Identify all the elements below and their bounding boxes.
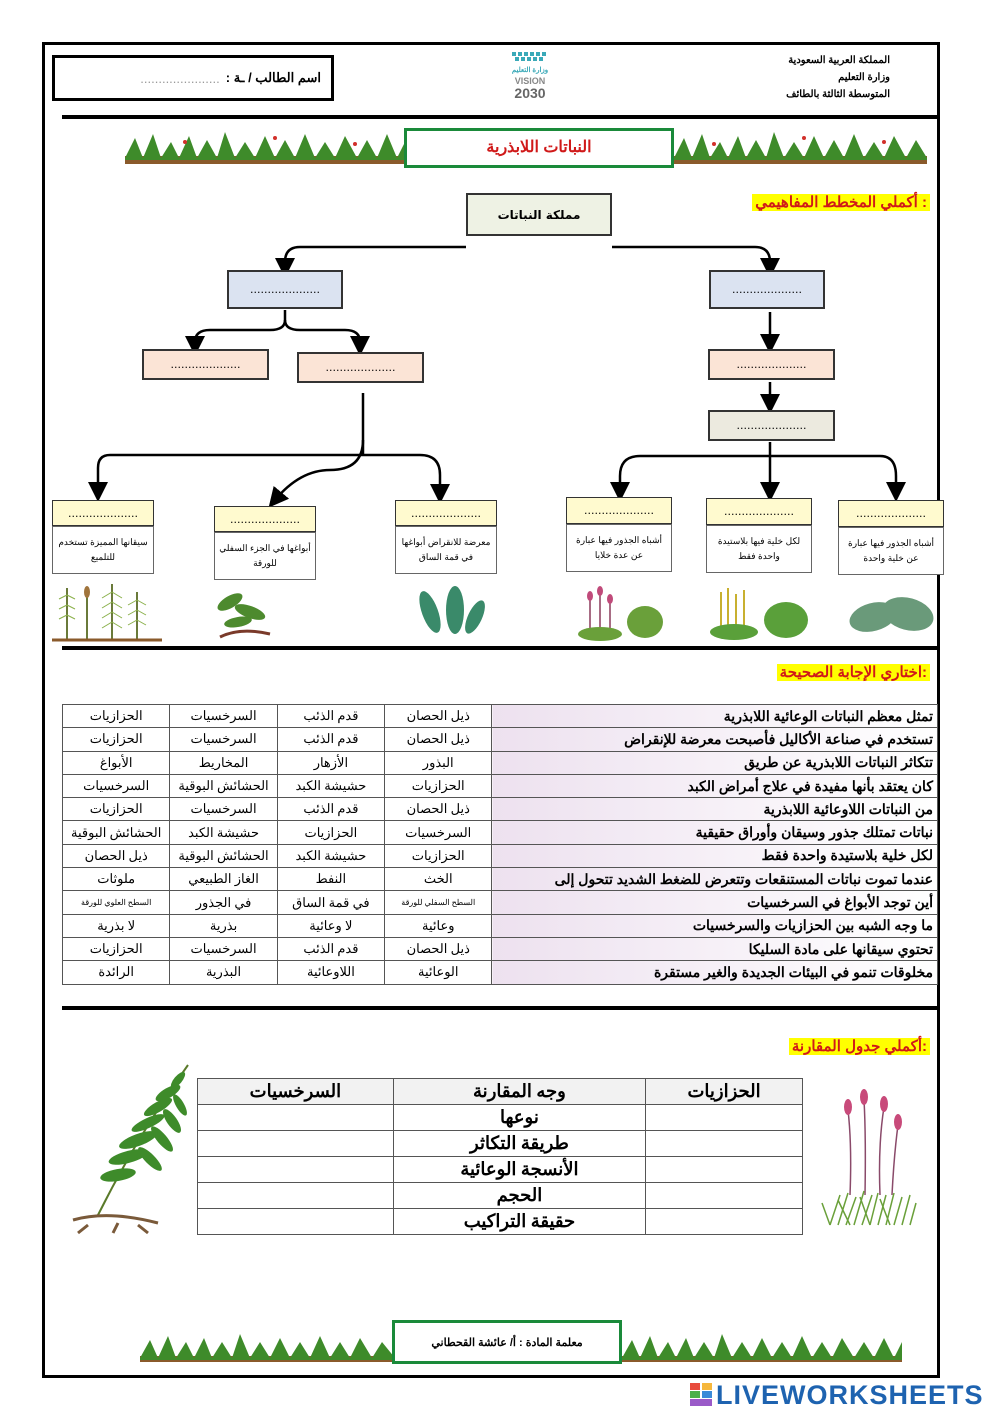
mcq-option[interactable]: قدم الذئب <box>277 798 384 821</box>
mcq-option[interactable]: قدم الذئب <box>277 705 384 728</box>
mcq-row <box>63 705 938 728</box>
mcq-option[interactable]: الحزازيات <box>63 937 170 960</box>
concept-root: مملكة النباتات <box>466 193 612 236</box>
concept-blank-right-a[interactable]: .................... <box>708 349 835 380</box>
comparison-row <box>198 1157 803 1183</box>
leaf-desc-1: سيقانها المميزة تستخدم للتلميع <box>52 526 154 574</box>
mcq-option[interactable]: الحزازيات <box>385 774 492 797</box>
comparison-instruction: أكملي جدول المقارنة: <box>789 1036 930 1055</box>
mcq-question: تحتوي سيقانها على مادة السليكا <box>492 937 938 960</box>
leaf-desc-5: لكل خلية فيها بلاستيدة واحدة فقط <box>706 525 812 573</box>
comparison-row <box>198 1209 803 1235</box>
comparison-answer-ferns[interactable] <box>198 1209 394 1235</box>
mcq-question: عندما تموت نباتات المستنقعات وتتعرض للضغط الشديد تتحول إلى <box>492 868 938 891</box>
mcq-option[interactable]: ذيل الحصان <box>385 798 492 821</box>
mcq-row <box>63 868 938 891</box>
footer-grass-right <box>622 1332 902 1364</box>
mcq-option[interactable]: في قمة الساق <box>277 891 384 914</box>
divider-bottom <box>62 1006 937 1010</box>
mcq-option[interactable]: الرائدة <box>63 961 170 984</box>
comparison-answer-mosses[interactable] <box>646 1131 803 1157</box>
mcq-option[interactable]: حشيشة الكبد <box>277 774 384 797</box>
mcq-row <box>63 961 938 984</box>
ministry-logo <box>490 50 570 102</box>
mcq-question: من النباتات اللاوعائية اللابذرية <box>492 798 938 821</box>
comparison-answer-mosses[interactable] <box>646 1157 803 1183</box>
mcq-option[interactable]: السطح السفلي للورقة <box>385 891 492 914</box>
mcq-question: تمثل معظم النباتات الوعائية اللابذرية <box>492 705 938 728</box>
footer-grass-left <box>140 1332 395 1364</box>
mcq-option[interactable]: قدم الذئب <box>277 728 384 751</box>
comparison-answer-mosses[interactable] <box>646 1209 803 1235</box>
mcq-option[interactable]: الحشائش البوقية <box>63 821 170 844</box>
svg-text:VISION: VISION <box>514 76 546 86</box>
mcq-option[interactable]: لا وعائية <box>277 914 384 937</box>
svg-text:وزارة التعليم: وزارة التعليم <box>511 67 549 74</box>
mcq-option[interactable]: الأزهار <box>277 751 384 774</box>
comparison-row <box>198 1131 803 1157</box>
mcq-row <box>63 798 938 821</box>
comparison-row <box>198 1105 803 1131</box>
mcq-option[interactable]: حشيشة الكبد <box>277 844 384 867</box>
mcq-row <box>63 891 938 914</box>
mcq-option[interactable]: الحزازيات <box>63 728 170 751</box>
mcq-instruction: اختاري الإجابة الصحيحة: <box>777 662 930 681</box>
concept-blank-right-b[interactable]: .................... <box>708 410 835 441</box>
mcq-option[interactable]: قدم الذئب <box>277 937 384 960</box>
mcq-option[interactable]: الحزازيات <box>385 844 492 867</box>
student-name-dots: ...................... <box>140 70 220 86</box>
mcq-question: نباتات تمتلك جذور وسيقان وأوراق حقيقية <box>492 821 938 844</box>
mcq-question: مخلوقات تنمو في البيئات الجديدة والغير مستقرة <box>492 961 938 984</box>
horsetail-plant-image <box>52 580 162 642</box>
hornwort-plant-image <box>706 582 816 642</box>
mcq-option[interactable]: ذيل الحصان <box>385 728 492 751</box>
comparison-criterion: نوعها <box>393 1105 645 1131</box>
mcq-row <box>63 844 938 867</box>
divider-middle <box>62 646 937 650</box>
divider-top <box>62 115 937 119</box>
mcq-row <box>63 774 938 797</box>
mcq-option[interactable]: في الجذور <box>170 891 277 914</box>
mcq-option[interactable]: بذرية <box>170 914 277 937</box>
mcq-option[interactable]: السطح العلوي للورقة <box>63 891 170 914</box>
fern-illustration <box>68 1055 198 1235</box>
clubmoss-plant-image <box>410 582 490 642</box>
mcq-option[interactable]: الخث <box>385 868 492 891</box>
concept-blank-left-a[interactable]: .................... <box>142 349 269 380</box>
mcq-question: لكل خلية بلاستيدة واحدة فقط <box>492 844 938 867</box>
mcq-option[interactable]: ذيل الحصان <box>385 705 492 728</box>
mcq-option[interactable]: السرخسيات <box>170 937 277 960</box>
mcq-table <box>62 704 938 985</box>
mcq-option[interactable]: لا بذرية <box>63 914 170 937</box>
mcq-row <box>63 751 938 774</box>
svg-text:2030: 2030 <box>514 85 546 101</box>
comparison-answer-ferns[interactable] <box>198 1183 394 1209</box>
comparison-answer-ferns[interactable] <box>198 1131 394 1157</box>
mcq-option[interactable]: الحشائش البوقية <box>170 844 277 867</box>
mcq-row <box>63 937 938 960</box>
leaf-desc-2: أبواغها في الجزء السفلي للورقة <box>214 532 316 580</box>
concept-blank-leaf-4[interactable]: .................... <box>566 497 672 524</box>
comparison-table <box>197 1078 803 1235</box>
mcq-option[interactable]: السرخسيات <box>170 798 277 821</box>
mcq-option[interactable]: الحزازيات <box>63 798 170 821</box>
concept-blank-leaf-1[interactable]: .................... <box>52 500 154 526</box>
mcq-option[interactable]: النفط <box>277 868 384 891</box>
mcq-option[interactable]: البذور <box>385 751 492 774</box>
school-line: المتوسطة الثالثة بالطائف <box>786 89 890 100</box>
country-line: المملكة العربية السعودية <box>788 55 890 66</box>
mcq-question: كان يعتقد بأنها مفيدة في علاج أمراض الكبد <box>492 774 938 797</box>
mcq-question: تتكاثر النباتات اللابذرية عن طريق <box>492 751 938 774</box>
mcq-question: ما وجه الشبه بين الحزازيات والسرخسيات <box>492 914 938 937</box>
mcq-option[interactable]: الحزازيات <box>277 821 384 844</box>
concept-blank-leaf-5[interactable]: .................... <box>706 498 812 525</box>
header-mosses: الحزازيات <box>646 1079 803 1105</box>
concept-blank-leaf-3[interactable]: .................... <box>395 500 497 526</box>
mcq-option[interactable]: السرخسيات <box>385 821 492 844</box>
teacher-name-box: معلمة المادة : أ/ عائشة القحطاني <box>392 1320 622 1364</box>
mcq-row <box>63 728 938 751</box>
ministry-line: وزارة التعليم <box>838 72 890 83</box>
comparison-row <box>198 1183 803 1209</box>
concept-blank-left-level1[interactable]: .................... <box>227 270 343 309</box>
header-ferns: السرخسيات <box>198 1079 394 1105</box>
comparison-criterion: طريقة التكاثر <box>393 1131 645 1157</box>
mcq-option[interactable]: السرخسيات <box>170 705 277 728</box>
mcq-option[interactable]: الحشائش البوقية <box>170 774 277 797</box>
leaf-desc-3: معرضة للانقراض أبواغها في قمة الساق <box>395 526 497 574</box>
mcq-option[interactable]: ملوثات <box>63 868 170 891</box>
mcq-question: تستخدم في صناعة الأكاليل فأصبحت معرضة للإنقراض <box>492 728 938 751</box>
moss-plant-image <box>570 582 670 642</box>
mcq-option[interactable]: البذرية <box>170 961 277 984</box>
mcq-option[interactable]: ذيل الحصان <box>63 844 170 867</box>
concept-blank-leaf-6[interactable]: .................... <box>838 500 944 527</box>
liveworksheets-icon <box>690 1383 712 1407</box>
concept-blank-right-level1[interactable]: .................... <box>709 270 825 309</box>
liveworksheets-text: LIVEWORKSHEETS <box>716 1380 984 1410</box>
comparison-answer-mosses[interactable] <box>646 1105 803 1131</box>
moss-illustration <box>820 1085 920 1235</box>
mcq-option[interactable]: ذيل الحصان <box>385 937 492 960</box>
mcq-option[interactable]: اللاوعائية <box>277 961 384 984</box>
concept-blank-left-b[interactable]: .................... <box>297 352 424 383</box>
grass-decoration-right <box>674 128 927 168</box>
concept-map-instruction: أكملي المخطط المفاهيمي : <box>752 192 930 211</box>
liverwort-plant-image <box>848 582 938 642</box>
comparison-answer-ferns[interactable] <box>198 1105 394 1131</box>
mcq-option[interactable]: السرخسيات <box>170 728 277 751</box>
mcq-option[interactable]: الحزازيات <box>63 705 170 728</box>
fern-plant-image <box>210 582 280 642</box>
mcq-question: أين توجد الأبواغ في السرخسيات <box>492 891 938 914</box>
grass-decoration-left <box>125 128 405 168</box>
mcq-option[interactable]: حشيشة الكبد <box>170 821 277 844</box>
mcq-option[interactable]: المخاريط <box>170 751 277 774</box>
comparison-criterion: حقيقة التراكيب <box>393 1209 645 1235</box>
mcq-option[interactable]: الأبواغ <box>63 751 170 774</box>
mcq-option[interactable]: وعائية <box>385 914 492 937</box>
comparison-criterion: الحجم <box>393 1183 645 1209</box>
page-title: النباتات اللابذرية <box>404 128 674 168</box>
leaf-desc-4: أشباه الجذور فيها عبارة عن عدة خلايا <box>566 524 672 572</box>
comparison-answer-ferns[interactable] <box>198 1157 394 1183</box>
comparison-answer-mosses[interactable] <box>646 1183 803 1209</box>
student-name-field[interactable] <box>52 55 334 101</box>
mcq-row <box>63 821 938 844</box>
mcq-option[interactable]: الغاز الطبيعي <box>170 868 277 891</box>
mcq-option[interactable]: الوعائية <box>385 961 492 984</box>
mcq-option[interactable]: السرخسيات <box>63 774 170 797</box>
student-name-label: اسم الطالب / ـة : <box>225 70 321 85</box>
mcq-row <box>63 914 938 937</box>
header-criteria: وجه المقارنة <box>393 1079 645 1105</box>
comparison-criterion: الأنسجة الوعائية <box>393 1157 645 1183</box>
concept-blank-leaf-2[interactable]: .................... <box>214 506 316 532</box>
school-header <box>786 52 890 103</box>
leaf-desc-6: أشباه الجذور فيها عبارة عن خلية واحدة <box>838 527 944 575</box>
liveworksheets-logo[interactable] <box>690 1380 984 1411</box>
